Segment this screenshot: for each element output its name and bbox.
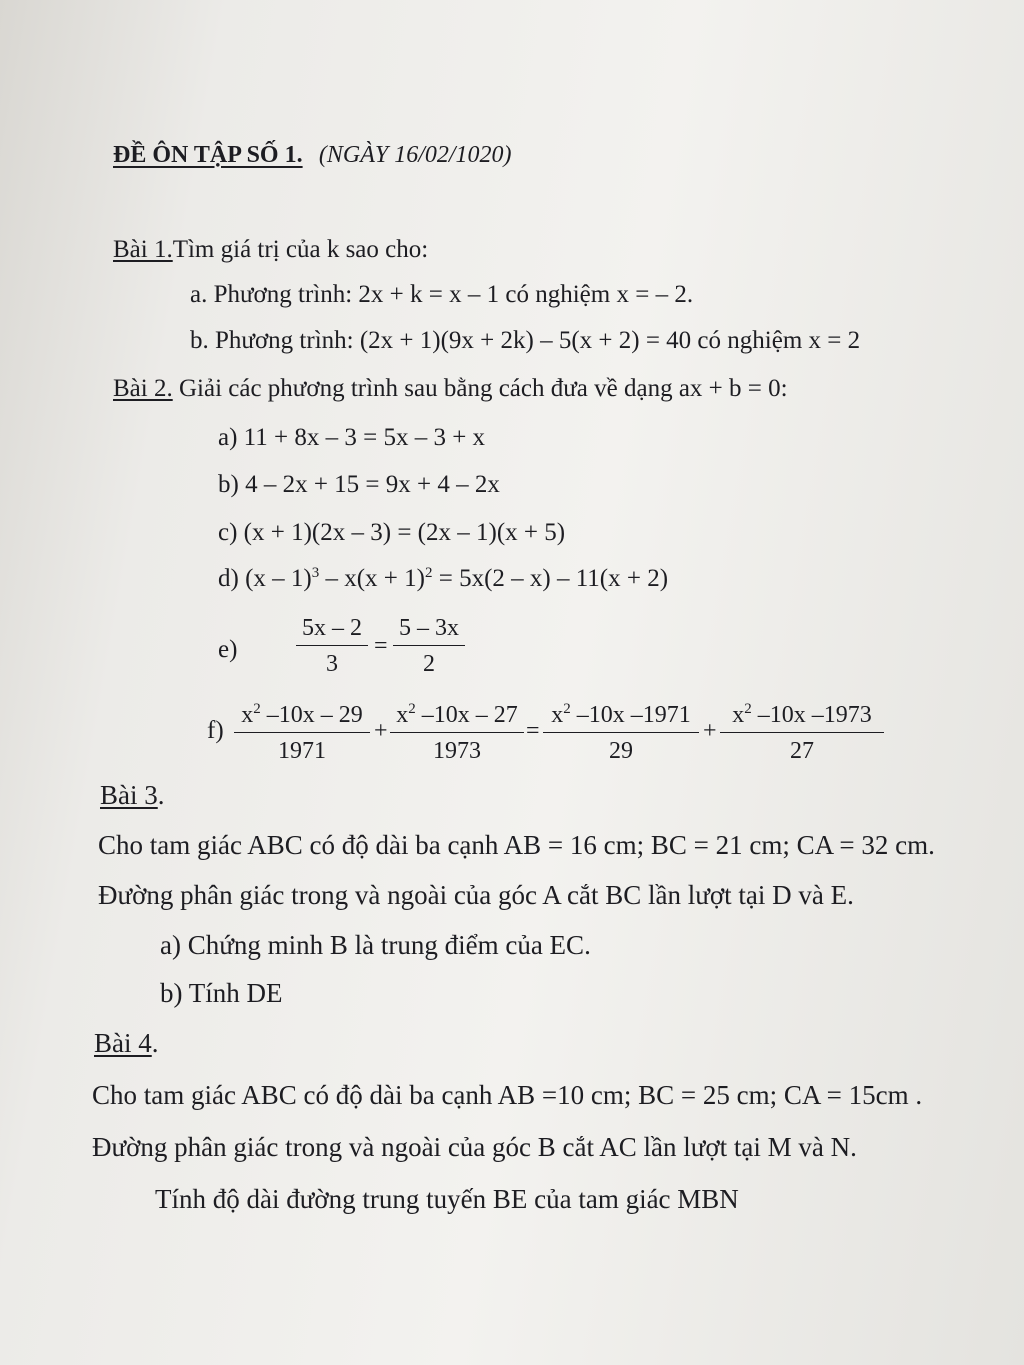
bai3-item-a: a) Chứng minh B là trung điểm của EC. [160, 930, 591, 960]
bai3-heading [100, 782, 165, 809]
bai2-e-denominator-right: 2 [423, 651, 435, 677]
bai2-f-denominator-3: 29 [609, 738, 633, 764]
bai2-f-numerator-rest-2: –10x – 27 [415, 702, 518, 728]
bai2-f-fraction-4 [720, 703, 884, 763]
header [113, 142, 512, 167]
bai2-e-numerator-right: 5 – 3x [393, 616, 465, 646]
bai2-e-equals: = [374, 633, 388, 659]
bai2-item-b: b) 4 – 2x + 15 = 9x + 4 – 2x [218, 471, 500, 498]
bai2-f-plus-1: + [374, 718, 388, 744]
bai2-f-x-4: x [732, 702, 745, 728]
bai2-d-prefix: d) (x – 1) [218, 565, 312, 592]
bai2-f-denominator-4: 27 [790, 738, 814, 764]
bai2-f-fraction-2 [390, 703, 524, 763]
bai1-intro: Tìm giá trị của k sao cho: [172, 236, 429, 263]
bai2-f-fraction-3 [543, 703, 699, 763]
bai2-heading [113, 376, 788, 401]
bai2-f-numerator-2 [390, 703, 524, 733]
bai2-f-fraction-1 [234, 703, 370, 763]
bai2-d-exponent-cube: 3 [311, 565, 320, 581]
bai4-line-2: Đường phân giác trong và ngoài của góc B cắt AC lần lượt tại M và N. [92, 1132, 857, 1162]
bai2-f-label: f) [207, 717, 224, 744]
bai2-e-fraction-right [393, 616, 465, 676]
bai1-item-b: b. Phương trình: (2x + 1)(9x + 2k) – 5(x + 2) = 40 có nghiệm x = 2 [190, 327, 861, 354]
bai2-f-x-2: x [396, 702, 409, 728]
bai2-f-square-2: 2 [408, 701, 416, 717]
bai3-line-1: Cho tam giác ABC có độ dài ba cạnh AB = 16 cm; BC = 21 cm; CA = 32 cm. [98, 830, 935, 860]
bai3-line-2: Đường phân giác trong và ngoài của góc A cắt BC lần lượt tại D và E. [98, 880, 854, 910]
bai2-item-a: a) 11 + 8x – 3 = 5x – 3 + x [218, 424, 486, 451]
bai2-f-denominator-1: 1971 [278, 738, 326, 764]
bai3-label-dot: . [157, 780, 165, 810]
bai2-f-equals: = [526, 718, 540, 744]
bai1-heading [113, 237, 428, 262]
bai2-e-label: e) [218, 636, 238, 663]
bai2-f-plus-2: + [703, 718, 717, 744]
bai2-e-denominator-left: 3 [326, 651, 338, 677]
bai2-f-numerator-1 [234, 703, 370, 733]
bai2-intro: Giải các phương trình sau bằng cách đưa về dạng ax + b = 0: [172, 375, 788, 402]
bai2-f-numerator-rest-1: –10x – 29 [260, 702, 363, 728]
bai4-label-dot: . [151, 1028, 159, 1058]
bai2-f-numerator-4 [720, 703, 884, 733]
bai2-f-numerator-rest-4: –10x –1973 [751, 702, 872, 728]
bai1-item-a: a. Phương trình: 2x + k = x – 1 có nghiệm x = – 2. [190, 281, 694, 308]
bai4-heading [94, 1030, 159, 1057]
bai2-f-square-3: 2 [563, 701, 571, 717]
bai2-f-square-1: 2 [253, 701, 261, 717]
bai2-f-numerator-rest-3: –10x –1971 [570, 702, 691, 728]
worksheet-title: ĐỀ ÔN TẬP SỐ 1. [113, 142, 303, 168]
bai1-label: Bài 1. [113, 236, 173, 263]
bai2-label: Bài 2. [113, 375, 173, 402]
bai3-label: Bài 3 [100, 780, 158, 810]
bai4-line-3: Tính độ dài đường trung tuyến BE của tam giác MBN [155, 1184, 739, 1214]
bai2-item-d [218, 566, 668, 591]
bai2-f-denominator-2: 1973 [433, 738, 481, 764]
worksheet-date: (NGÀY 16/02/1020) [318, 142, 512, 168]
bai2-f-square-4: 2 [744, 701, 752, 717]
bai2-d-suffix: = 5x(2 – x) – 11(x + 2) [432, 565, 669, 592]
bai4-line-1: Cho tam giác ABC có độ dài ba cạnh AB =10 cm; BC = 25 cm; CA = 15cm . [92, 1080, 923, 1110]
bai2-d-mid: – x(x + 1) [319, 565, 425, 592]
bai2-f-x-3: x [551, 702, 564, 728]
bai2-f-x-1: x [241, 702, 254, 728]
bai2-f-numerator-3 [543, 703, 699, 733]
bai2-d-exponent-square: 2 [424, 565, 433, 581]
bai2-item-c: c) (x + 1)(2x – 3) = (2x – 1)(x + 5) [218, 519, 566, 546]
bai3-item-b: b) Tính DE [160, 978, 283, 1008]
bai2-e-fraction-left [296, 616, 368, 676]
bai4-label: Bài 4 [94, 1028, 152, 1058]
bai2-e-numerator-left: 5x – 2 [296, 616, 368, 646]
